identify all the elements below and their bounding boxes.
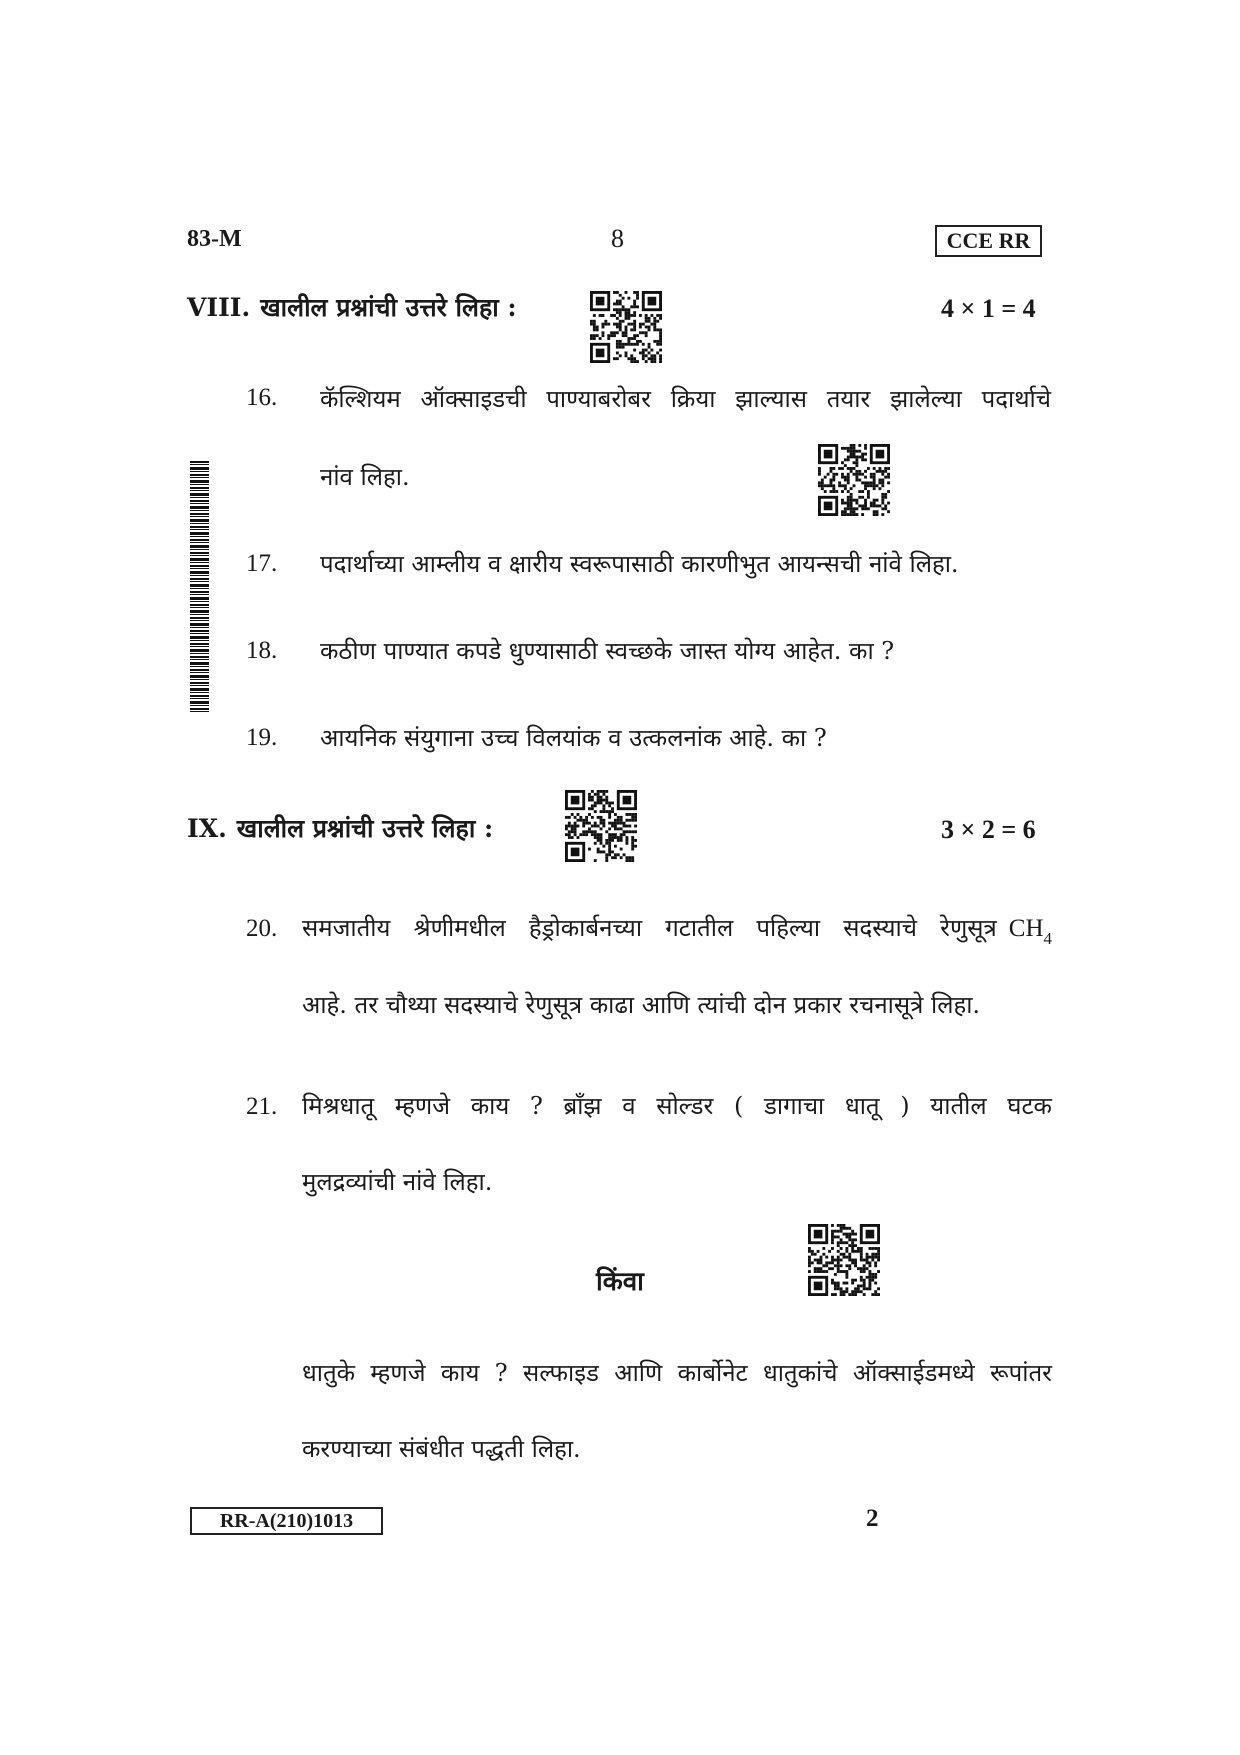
section-9-marks: 3 × 2 = 6 <box>941 815 1036 844</box>
formula-base: CH <box>1008 915 1044 942</box>
question-text: कठीण पाण्यात कपडे धुण्यासाठी स्वच्छके जास्त योग्य आहेत. का ? <box>320 637 895 665</box>
question-line-20 <box>302 911 1052 949</box>
question-text: पदार्थाच्या आम्लीय व क्षारीय स्वरूपासाठी कारणीभुत आयन्सची नांवे लिहा. <box>320 550 959 578</box>
question-number: 20. <box>246 915 278 942</box>
formula-subscript: 4 <box>1043 929 1052 948</box>
footer-page-number: 2 <box>866 1505 879 1532</box>
qr-code-icon <box>565 790 637 862</box>
footer-code-box: RR-A(210)1013 <box>190 1507 383 1535</box>
series-box: CCE RR <box>935 225 1042 257</box>
section-8-title: खालील प्रश्नांची उत्तरे लिहा : <box>260 293 517 322</box>
page-number: 8 <box>611 224 624 253</box>
barcode-icon <box>190 461 209 713</box>
alternative-question-text: धातुके म्हणजे काय ? सल्फाइड आणि कार्बोनेट धातुकांचे ऑक्साईडमध्ये रूपांतर <box>302 1359 1052 1387</box>
alternative-question-text-cont: करण्याच्या संबंधीत पद्धती लिहा. <box>302 1435 581 1463</box>
qr-code-icon <box>818 444 890 516</box>
section-9-title: खालील प्रश्नांची उत्तरे लिहा : <box>236 814 494 843</box>
question-text: आयनिक संयुगाना उच्च विलयांक व उत्कलनांक आहे. का ? <box>320 724 827 752</box>
question-text-cont: मुलद्रव्यांची नांवे लिहा. <box>302 1168 493 1196</box>
question-text-cont: नांव लिहा. <box>320 463 410 491</box>
question-number: 21. <box>246 1093 278 1120</box>
question-number: 16. <box>246 384 278 411</box>
question-number: 18. <box>246 637 278 664</box>
question-number: 17. <box>246 550 278 577</box>
question-number: 19. <box>246 724 278 751</box>
paper-code: 83-M <box>187 226 242 252</box>
question-text: मिश्रधातू म्हणजे काय ? ब्राँझ व सोल्डर ( डागाचा धातू ) यातील घटक <box>302 1092 1052 1120</box>
qr-code-icon <box>590 291 662 363</box>
section-8-numeral: VIII. <box>187 293 251 322</box>
section-9-heading <box>187 811 493 845</box>
question-text: समजातीय श्रेणीमधील हैड्रोकार्बनच्या गटातील पहिल्या सदस्याचे रेणुसूत्र <box>302 914 997 942</box>
section-8-heading <box>187 290 517 324</box>
or-label: किंवा <box>596 1267 644 1297</box>
section-8-marks: 4 × 1 = 4 <box>941 294 1036 323</box>
qr-code-icon <box>808 1224 880 1296</box>
question-text: कॅल्शियम ऑक्साइडची पाण्याबरोबर क्रिया झाल्यास तयार झालेल्या पदार्थाचे <box>320 385 1051 413</box>
section-9-numeral: IX. <box>187 814 227 843</box>
question-text-cont: आहे. तर चौथ्या सदस्याचे रेणुसूत्र काढा आणि त्यांची दोन प्रकार रचनासूत्रे लिहा. <box>302 991 981 1019</box>
chemical-formula <box>1009 915 1052 949</box>
